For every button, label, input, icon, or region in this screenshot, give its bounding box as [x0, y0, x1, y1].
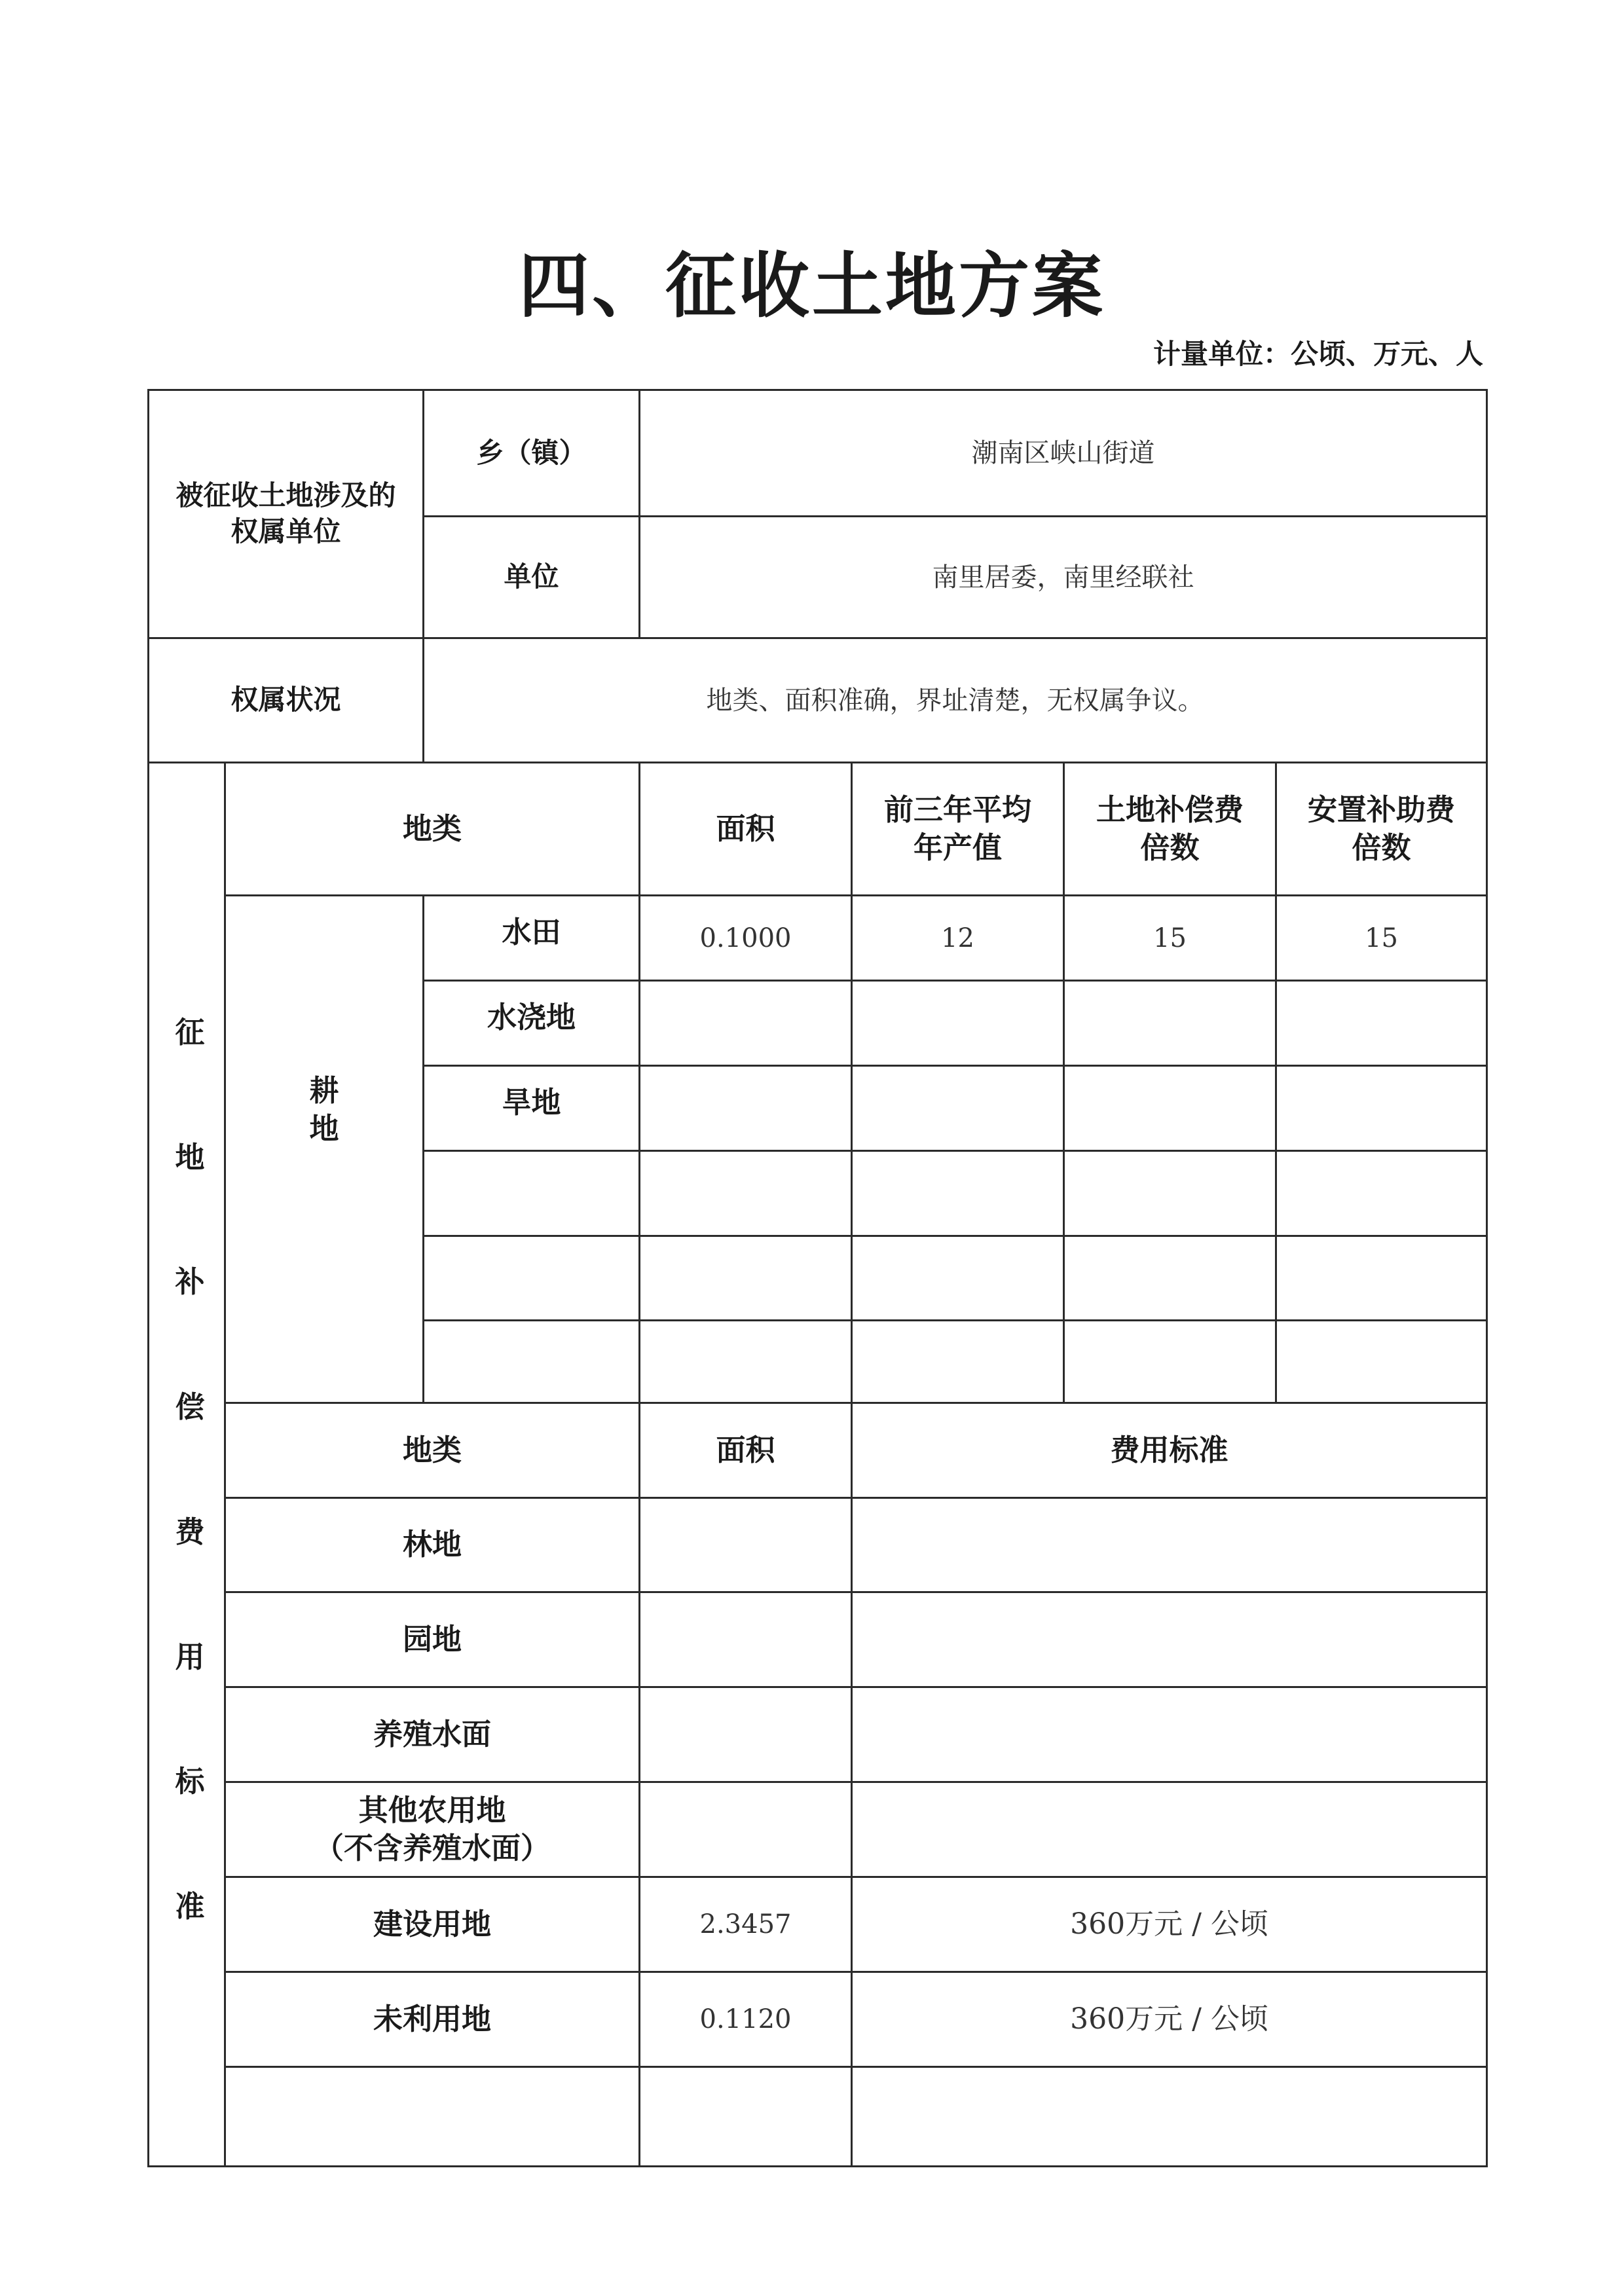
other-land-type: 园地 — [402, 1621, 462, 1657]
table-border-bottom — [147, 2165, 1488, 2167]
farmland-area — [640, 1067, 851, 1150]
other-land-area: 2.3457 — [699, 1909, 792, 1939]
other-land-area — [640, 1783, 851, 1876]
other-land-type — [226, 2068, 638, 2165]
other-land-fee — [853, 1499, 1486, 1591]
farmland-area — [640, 982, 851, 1065]
status-label: 权属状况 — [231, 684, 341, 716]
vertical-char: 费 — [175, 1514, 205, 1549]
farmland-header-land-comp-multiple: 土地补偿费 倍数 — [1096, 792, 1244, 865]
farmland-type — [424, 1152, 638, 1235]
farmland-header-avg-output: 前三年平均 年产值 — [883, 792, 1031, 865]
other-land-area — [640, 2068, 851, 2165]
unit-label: 单位 — [504, 560, 559, 593]
farmland-land-comp — [1065, 1067, 1275, 1150]
farmland-land-comp — [1065, 1237, 1275, 1319]
farmland-resettle — [1277, 1237, 1486, 1319]
farmland-land-comp — [1065, 1321, 1275, 1402]
vertical-char: 地 — [175, 1139, 205, 1175]
farmland-avg-output — [853, 1321, 1063, 1402]
other-land-fee — [853, 1688, 1486, 1781]
other-land-fee — [853, 1593, 1486, 1686]
farmland-resettle — [1277, 982, 1486, 1065]
farmland-type: 水田 — [502, 914, 561, 949]
other-land-area — [640, 1499, 851, 1591]
farmland-avg-output — [853, 1067, 1063, 1150]
farmland-area: 0.1000 — [699, 923, 792, 953]
other-land-area — [640, 1688, 851, 1781]
other-land-type: 未利用地 — [373, 2001, 491, 2036]
farmland-resettle — [1277, 1067, 1486, 1150]
table-border-right — [1486, 389, 1488, 2167]
ownership-unit-group-label: 被征收土地涉及的 权属单位 — [175, 479, 396, 547]
vertical-char: 准 — [175, 1888, 205, 1924]
vertical-char: 用 — [175, 1639, 205, 1674]
farmland-resettle — [1277, 1321, 1486, 1402]
other-land-fee: 360万元 / 公顷 — [1070, 1907, 1268, 1941]
status-value: 地类、面积准确，界址清楚，无权属争议。 — [706, 685, 1204, 716]
other-land-type: 养殖水面 — [373, 1716, 491, 1752]
other-header-land-type: 地类 — [402, 1432, 462, 1467]
vertical-char: 补 — [175, 1264, 205, 1300]
town-label: 乡（镇） — [476, 436, 587, 469]
other-land-fee — [853, 2068, 1486, 2165]
farmland-avg-output — [853, 1237, 1063, 1319]
farmland-type — [424, 1321, 638, 1402]
farmland-header-area: 面积 — [716, 811, 775, 846]
vertical-char: 征 — [175, 1015, 205, 1050]
farmland-avg-output: 12 — [941, 923, 974, 953]
other-header-area: 面积 — [716, 1432, 775, 1467]
other-land-area — [640, 1593, 851, 1686]
farmland-resettle — [1277, 1152, 1486, 1235]
other-land-area: 0.1120 — [699, 2004, 792, 2034]
other-land-fee — [853, 1783, 1486, 1876]
other-header-fee-standard: 费用标准 — [1110, 1432, 1228, 1467]
farmland-land-comp — [1065, 1152, 1275, 1235]
vertical-char: 偿 — [175, 1389, 205, 1425]
vertical-char: 标 — [175, 1764, 205, 1799]
other-land-fee: 360万元 / 公顷 — [1070, 2002, 1268, 2036]
farmland-header-land-type: 地类 — [402, 811, 462, 846]
farmland-avg-output — [853, 982, 1063, 1065]
compensation-vertical-label — [151, 1008, 229, 1925]
other-land-type: 林地 — [402, 1527, 462, 1562]
farmland-area — [640, 1321, 851, 1402]
farmland-land-comp: 15 — [1153, 923, 1187, 953]
farmland-type — [424, 1237, 638, 1319]
farmland-label: 耕 地 — [309, 1073, 339, 1146]
page-title: 四、征收土地方案 — [518, 245, 1105, 327]
other-land-type: 其他农用地 （不含养殖水面） — [314, 1792, 550, 1865]
farmland-type: 水浇地 — [487, 999, 576, 1035]
farmland-avg-output — [853, 1152, 1063, 1235]
other-land-type: 建设用地 — [373, 1906, 491, 1941]
unit-note: 计量单位：公顷、万元、人 — [1153, 338, 1483, 370]
farmland-resettle: 15 — [1365, 923, 1398, 953]
farmland-land-comp — [1065, 982, 1275, 1065]
farmland-type: 旱地 — [502, 1084, 561, 1120]
town-value: 潮南区峡山街道 — [971, 438, 1155, 468]
farmland-area — [640, 1152, 851, 1235]
farmland-header-resettle-multiple: 安置补助费 倍数 — [1307, 792, 1455, 865]
farmland-area — [640, 1237, 851, 1319]
unit-value: 南里居委，南里经联社 — [932, 562, 1194, 593]
